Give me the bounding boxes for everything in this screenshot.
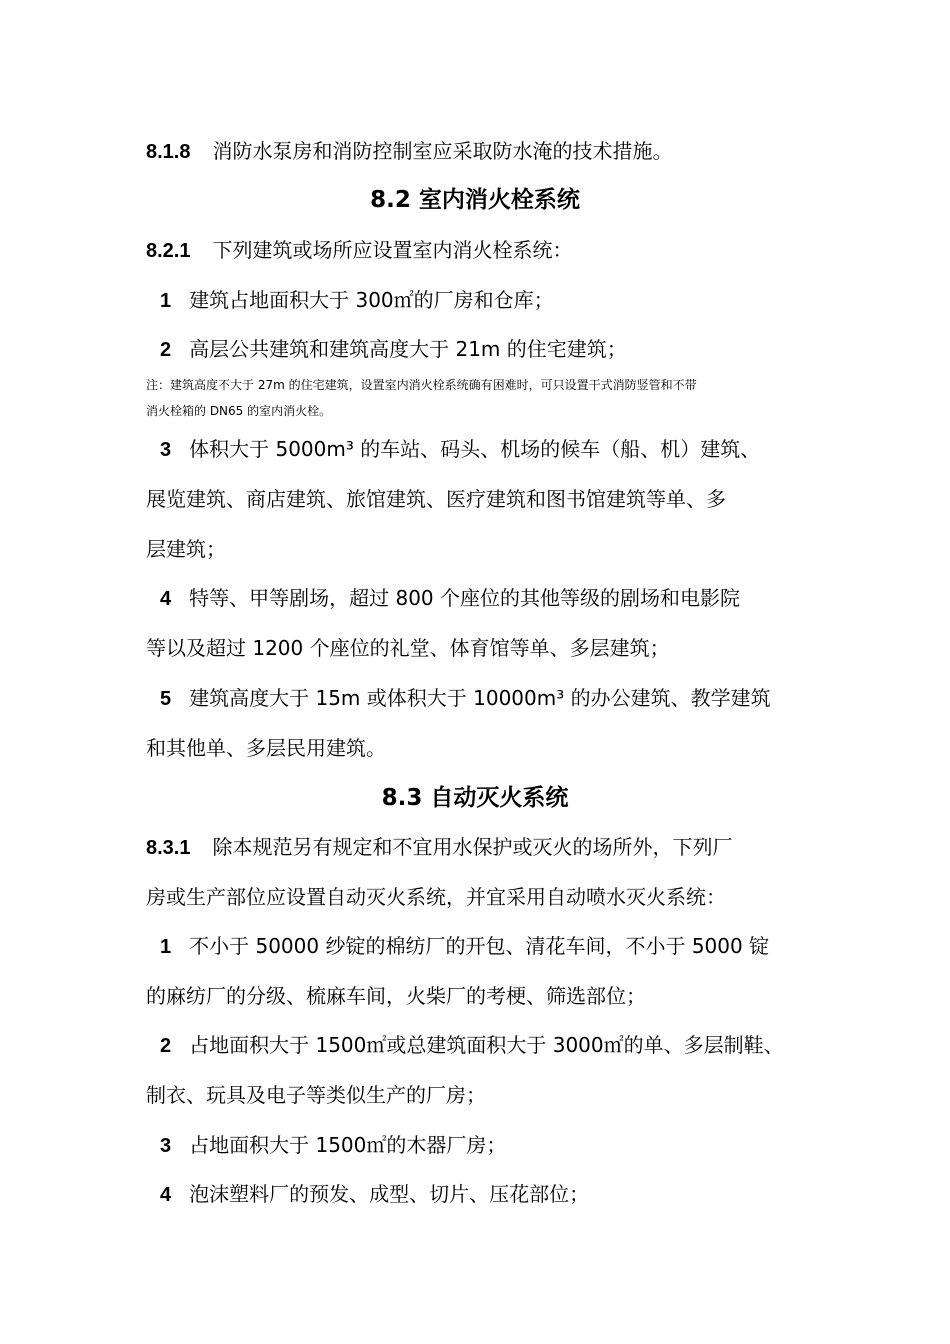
item-text: 体积大于 5000m³ 的车站、码头、机场的候车（船、机）建筑、 [189,437,761,461]
item-number: 4 [160,1184,172,1206]
item-continuation: 和其他单、多层民用建筑。 [146,736,386,760]
item-continuation: 等以及超过 1200 个座位的礼堂、体育馆等单、多层建筑； [146,636,670,660]
item-text: 特等、甲等剧场，超过 800 个座位的其他等级的剧场和电影院 [189,586,741,610]
list-item-8-3-1-2 [146,1031,840,1060]
clause-8-1-8 [146,137,840,166]
clause-text: 下列建筑或场所应设置室内消火栓系统： [212,238,573,262]
list-item-8-3-1-1 [146,932,840,961]
list-item-8-2-1-4 [146,584,840,613]
clause-number: 8.2.1 [146,240,191,262]
clause-continuation: 房或生产部位应设置自动灭火系统，并宜采用自动喷水灭火系统： [146,885,726,909]
clause-8-2-1 [146,236,840,265]
item-continuation: 层建筑； [146,537,226,561]
item-number: 3 [160,439,172,461]
item-number: 3 [160,1135,172,1157]
list-item-8-3-1-3 [146,1131,840,1160]
item-number: 4 [160,588,172,610]
clause-text: 除本规范另有规定和不宜用水保护或灭火的场所外，下列厂 [212,835,733,859]
item-text: 建筑占地面积大于 300㎡的厂房和仓库； [189,288,554,312]
note-line-1: 注：建筑高度不大于 27m 的住宅建筑，设置室内消火栓系统确有困难时，可只设置干式消防竖管和不带 [146,378,697,392]
item-text: 占地面积大于 1500㎡的木器厂房； [189,1133,507,1157]
list-item-8-2-1-1 [146,286,840,315]
clause-number: 8.3.1 [146,837,191,859]
clause-number: 8.1.8 [146,141,191,163]
list-item-8-2-1-3 [146,435,840,464]
section-heading-8-2: 8.2 室内消火栓系统 [370,187,580,213]
item-continuation: 的麻纺厂的分级、梳麻车间，火柴厂的考梗、筛选部位； [146,984,646,1008]
item-text: 泡沫塑料厂的预发、成型、切片、压花部位； [189,1182,590,1206]
clause-8-3-1 [146,833,840,862]
item-number: 5 [160,688,172,710]
list-item-8-3-1-4 [146,1180,840,1209]
item-text: 占地面积大于 1500㎡或总建筑面积大于 3000㎡的单、多层制鞋、 [189,1033,784,1057]
item-number: 1 [160,290,172,312]
item-number: 2 [160,339,172,361]
item-text: 高层公共建筑和建筑高度大于 21m 的住宅建筑； [189,337,627,361]
item-number: 1 [160,936,172,958]
item-text: 不小于 50000 纱锭的棉纺厂的开包、清花车间，不小于 5000 锭 [189,934,770,958]
section-heading-8-3: 8.3 自动灭火系统 [381,785,569,811]
item-continuation: 展览建筑、商店建筑、旅馆建筑、医疗建筑和图书馆建筑等单、多 [146,487,726,511]
note-line-2: 消火栓箱的 DN65 的室内消火栓。 [146,404,332,418]
list-item-8-2-1-5 [146,684,840,713]
list-item-8-2-1-2 [146,335,840,364]
item-text: 建筑高度大于 15m 或体积大于 10000m³ 的办公建筑、教学建筑 [189,686,771,710]
item-number: 2 [160,1035,172,1057]
item-continuation: 制衣、玩具及电子等类似生产的厂房； [146,1083,486,1107]
clause-text: 消防水泵房和消防控制室应采取防水淹的技术措施。 [212,139,673,163]
